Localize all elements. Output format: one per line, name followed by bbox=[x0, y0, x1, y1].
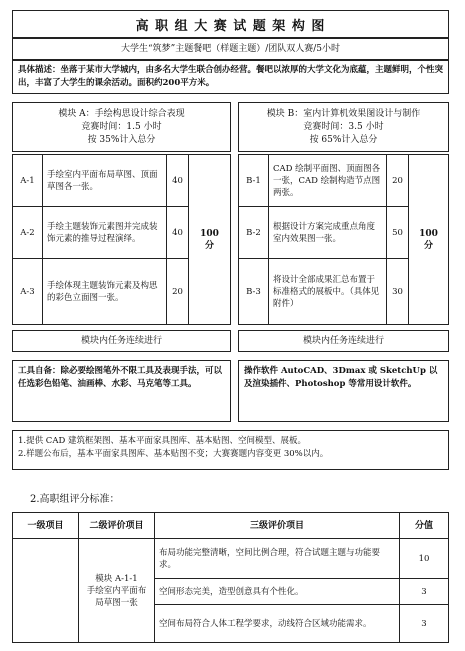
page-title bbox=[12, 10, 449, 38]
module-b-time: 竞赛时间：3.5 小时 bbox=[303, 121, 384, 132]
page-title-text: 高 职 组 大 赛 试 题 架 构 图 bbox=[135, 18, 326, 34]
module-a-connect bbox=[12, 330, 231, 352]
level3-item: 空间布局符合人体工程学要求，动线符合区域功能需求。 bbox=[155, 605, 400, 643]
module-a-tools-text: 工具自备：除必要绘图笔外不限工具及表现手法，可以任选彩色铅笔、油画棒、水彩、马克笔等工具。 bbox=[18, 366, 223, 389]
description-text: 具体描述：坐落于某市大学城内，由多名大学生联合创办经营。餐吧以浓厚的大学文化为底蕴，主题鲜明，个性突出，丰富了大学生的课余活动。面积约200平方米。 bbox=[18, 65, 444, 88]
module-a-title: 模块 A：手绘构思设计综合表现 bbox=[58, 108, 185, 119]
task-score: 40 bbox=[167, 207, 189, 259]
col-header-level3: 三级评价项目 bbox=[155, 513, 400, 539]
module-a-task-table bbox=[12, 154, 231, 325]
task-id: B-2 bbox=[239, 207, 269, 259]
level3-item: 空间形态完美，造型创意具有个性化。 bbox=[155, 579, 400, 605]
task-id: B-1 bbox=[239, 155, 269, 207]
table-row bbox=[13, 155, 231, 207]
task-desc: 手绘体现主题装饰元素及构思的彩色立面图一张。 bbox=[43, 259, 167, 325]
task-desc: 手绘主题装饰元素图并完成装饰元素的推导过程演绎。 bbox=[43, 207, 167, 259]
module-b-task-table bbox=[238, 154, 449, 325]
module-b-total-unit: 分 bbox=[423, 240, 433, 251]
task-desc: 将设计全部成果汇总布置于标准格式的展板中。（具体见附件） bbox=[269, 259, 387, 325]
subtitle-text: 大学生“筑梦”主题餐吧（样题主题）/团队双人赛/5小时 bbox=[121, 43, 340, 54]
module-a-total-value: 100 bbox=[200, 228, 219, 239]
level3-score: 3 bbox=[400, 579, 449, 605]
section-heading: 2.高职组评分标准： bbox=[30, 494, 120, 505]
task-desc: 手绘室内平面布局草图、顶面草图各一张。 bbox=[43, 155, 167, 207]
description-box bbox=[12, 60, 449, 94]
col-header-level2: 二级评价项目 bbox=[79, 513, 155, 539]
module-a-weight: 按 35%计入总分 bbox=[87, 134, 156, 145]
level3-score: 10 bbox=[400, 539, 449, 579]
note-line-1: 1.提供 CAD 建筑框架图、基本平面家具图库、基本贴图、空间模型、展板。 bbox=[18, 436, 306, 446]
task-id: A-2 bbox=[13, 207, 43, 259]
module-b-header bbox=[238, 102, 449, 152]
module-b-total bbox=[409, 155, 449, 325]
col-header-score: 分值 bbox=[400, 513, 449, 539]
module-b-connect bbox=[238, 330, 449, 352]
table-row bbox=[13, 539, 449, 579]
module-a-connect-text: 模块内任务连续进行 bbox=[80, 335, 162, 346]
col-header-level1: 一级项目 bbox=[13, 513, 79, 539]
table-row bbox=[239, 155, 449, 207]
module-a-time: 竞赛时间：1.5 小时 bbox=[81, 121, 162, 132]
task-score: 40 bbox=[167, 155, 189, 207]
module-a-total bbox=[189, 155, 231, 325]
task-score: 20 bbox=[387, 155, 409, 207]
task-score: 20 bbox=[167, 259, 189, 325]
module-b-weight: 按 65%计入总分 bbox=[309, 134, 378, 145]
task-id: A-1 bbox=[13, 155, 43, 207]
scoring-table bbox=[12, 512, 449, 643]
note-line-2: 2.样题公布后，基本平面家具图库、基本贴图不变；大赛赛题内容变更 30%以内。 bbox=[18, 448, 329, 459]
task-score: 30 bbox=[387, 259, 409, 325]
level3-score: 3 bbox=[400, 605, 449, 643]
task-id: B-3 bbox=[239, 259, 269, 325]
module-b-title: 模块 B：室内计算机效果图设计与制作 bbox=[266, 108, 421, 119]
module-b-connect-text: 模块内任务连续进行 bbox=[302, 335, 384, 346]
task-desc: CAD 绘制平面图、顶面图各一张，CAD 绘制构造节点图两张。 bbox=[269, 155, 387, 207]
module-b-tools-text: 操作软件 AutoCAD、3Dmax 或 SketchUp 以及渲染插件、Photoshop 等常用设计软件。 bbox=[244, 366, 438, 389]
task-desc: 根据设计方案完成重点角度室内效果图一张。 bbox=[269, 207, 387, 259]
level2-cell: 模块 A-1-1 手绘室内平面布局草图一张 bbox=[79, 539, 155, 643]
module-a-total-unit: 分 bbox=[204, 240, 214, 251]
notes-box bbox=[12, 430, 449, 470]
module-b-total-value: 100 bbox=[419, 228, 438, 239]
task-id: A-3 bbox=[13, 259, 43, 325]
level3-item: 布局功能完整清晰，空间比例合理，符合试题主题与功能要求。 bbox=[155, 539, 400, 579]
level1-cell bbox=[13, 539, 79, 643]
table-header-row bbox=[13, 513, 449, 539]
module-a-header bbox=[12, 102, 231, 152]
module-b-tools bbox=[238, 360, 449, 422]
subtitle bbox=[12, 38, 449, 60]
module-a-tools bbox=[12, 360, 231, 422]
task-score: 50 bbox=[387, 207, 409, 259]
